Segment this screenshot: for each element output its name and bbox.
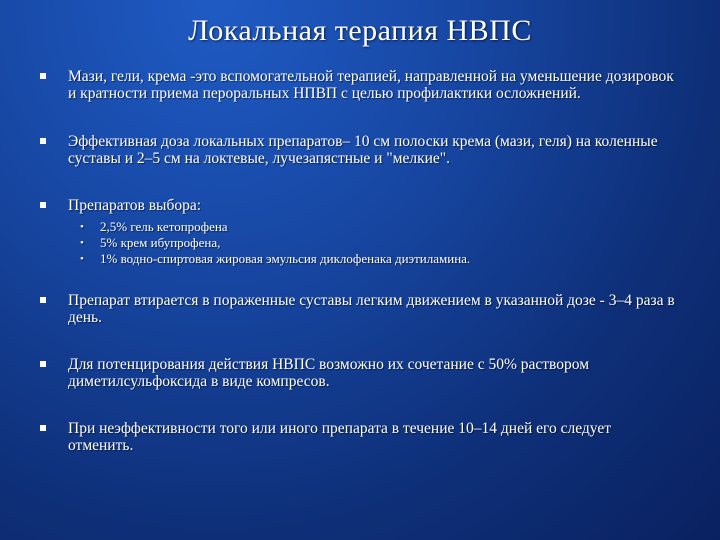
square-bullet-icon xyxy=(40,361,46,367)
sub-bullet-text: 1% водно-спиртовая жировая эмульсия диклофенака диэтиламина. xyxy=(100,251,471,266)
square-bullet-icon xyxy=(40,425,46,431)
bullet-item xyxy=(40,292,680,326)
square-bullet-icon xyxy=(40,297,46,303)
sub-bullet-text: 5% крем ибупрофена, xyxy=(100,235,221,250)
bullet-item xyxy=(40,68,680,102)
sub-bullet-item xyxy=(40,219,680,235)
dot-bullet-icon: • xyxy=(80,253,84,265)
sub-bullet-item xyxy=(40,251,680,267)
square-bullet-icon xyxy=(40,202,46,208)
bullet-item xyxy=(40,356,680,390)
bullet-item xyxy=(40,197,680,214)
square-bullet-icon xyxy=(40,138,46,144)
bullet-text: Для потенцирования действия НВПС возможно их сочетание с 50% раствором диметилсульфоксида в виде компресов. xyxy=(68,356,590,390)
sub-bullet-text: 2,5% гель кетопрофена xyxy=(100,219,228,234)
bullet-item xyxy=(40,420,680,454)
bullet-text: Эффективная доза локальных препаратов– 10 см полоски крема (мази, геля) на коленные суставы и 2–5 см на локтевые, лучезапястные и "мелкие". xyxy=(68,133,658,167)
bullet-text: Мази, гели, крема -это вспомогательной терапией, направленной на уменьшение дозировок и кратности приема пероральных НПВП с целью профилактики осложнений. xyxy=(68,68,674,102)
slide-title: Локальная терапия НВПС xyxy=(188,14,532,47)
bullet-item xyxy=(40,133,680,167)
bullet-text: При неэффективности того или иного препарата в течение 10–14 дней его следует отменить. xyxy=(68,420,611,454)
square-bullet-icon xyxy=(40,73,46,79)
sub-bullet-item xyxy=(40,235,680,251)
bullet-list xyxy=(40,68,680,454)
dot-bullet-icon: • xyxy=(80,221,84,233)
dot-bullet-icon: • xyxy=(80,237,84,249)
bullet-text: Препарат втирается в пораженные суставы легким движением в указанной дозе - 3–4 раза в день. xyxy=(68,292,675,326)
bullet-text: Препаратов выбора: xyxy=(68,197,202,214)
